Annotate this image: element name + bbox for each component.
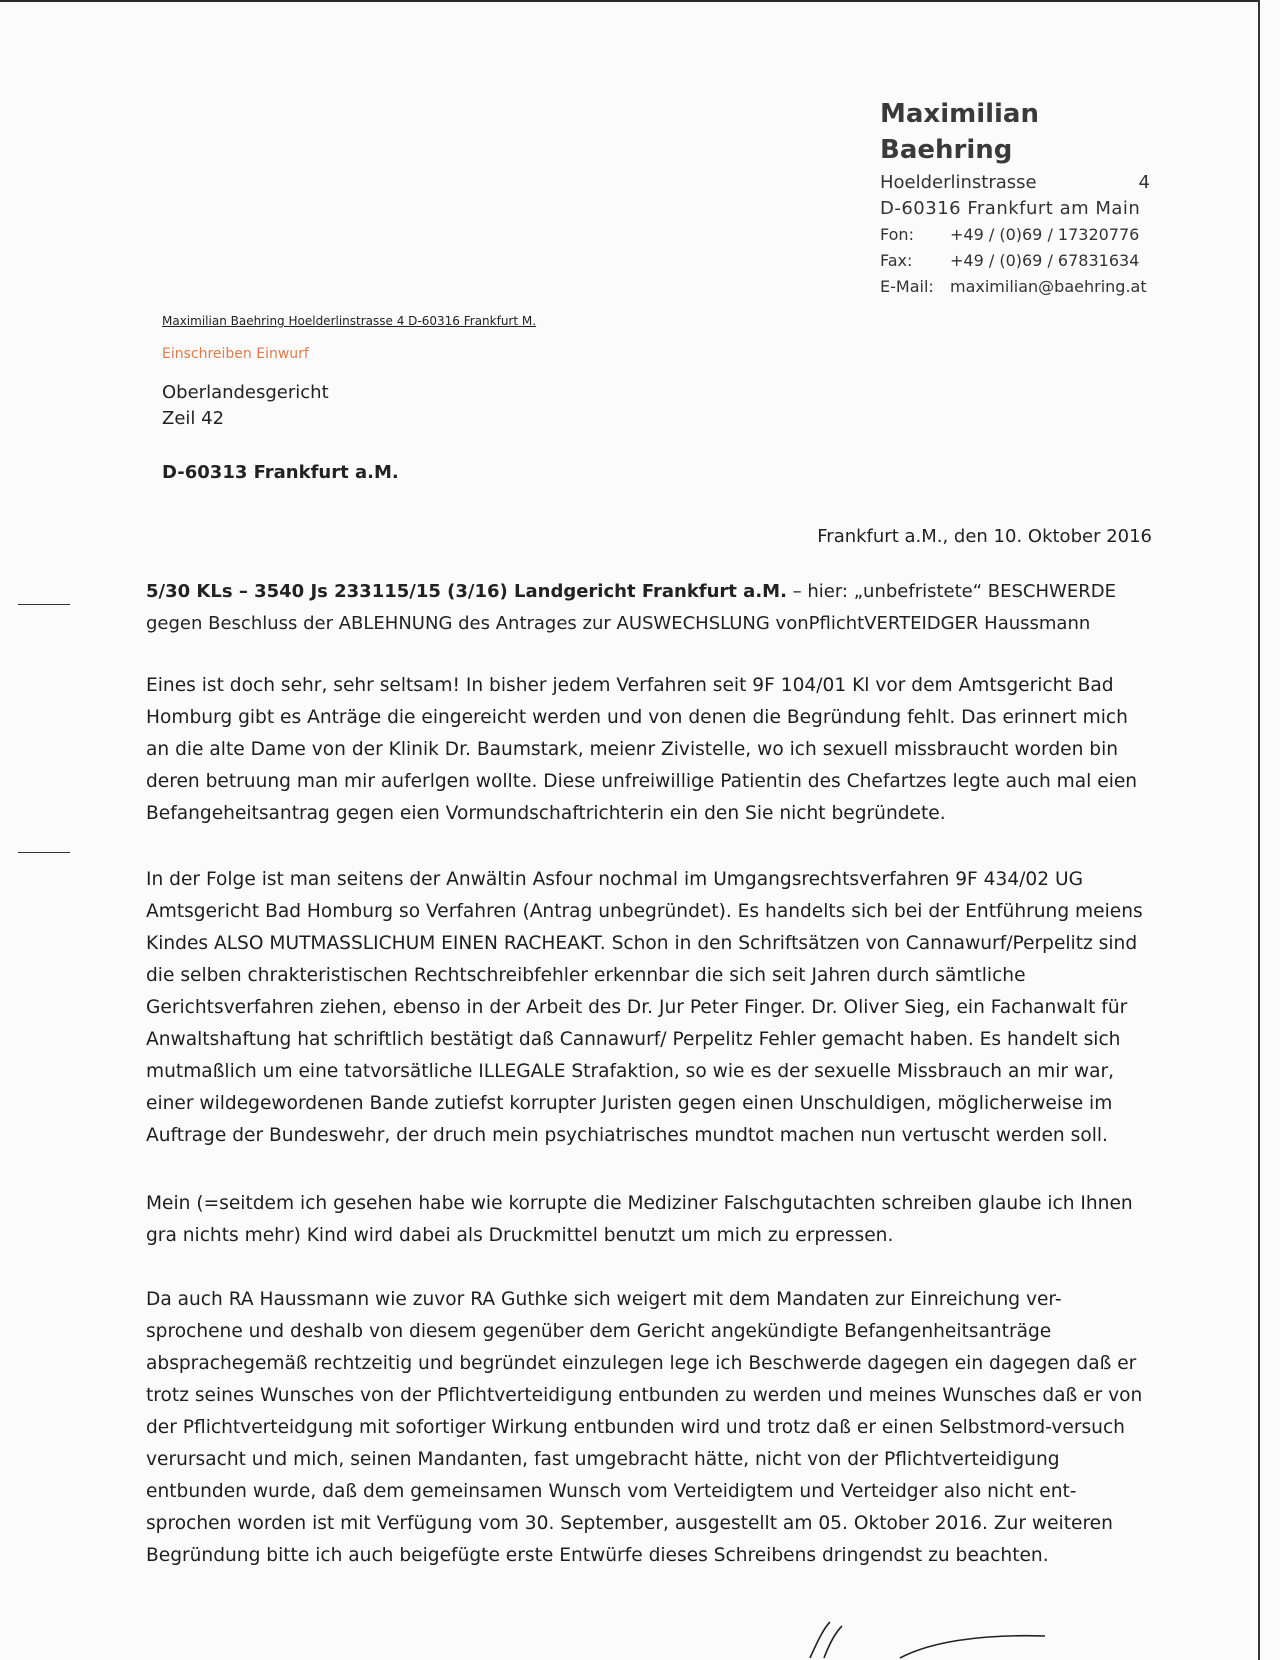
subject-line-2: gegen Beschluss der ABLEHNUNG des Antrages zur AUSWECHSLUNG vonPflichtVERTEIDGER Haussmann: [146, 613, 1091, 634]
recipient-name: Oberlandesgericht: [162, 382, 329, 403]
email-address: maximilian@baehring.at: [950, 277, 1147, 296]
sender-return-address: Maximilian Baehring Hoelderlinstrasse 4 D-60316 Frankfurt M.: [162, 314, 537, 328]
fold-mark-upper: [18, 604, 70, 605]
recipient-street: Zeil 42: [162, 408, 225, 429]
recipient-address: [162, 380, 329, 432]
letterhead-city: D-60316 Frankfurt am Main: [880, 198, 1141, 219]
signature-stroke: [790, 1620, 1050, 1660]
letterhead: [880, 96, 1150, 300]
letterhead-name: Maximilian Baehring: [880, 99, 1039, 165]
fax-label: Fax:: [880, 251, 913, 270]
subject-line: [146, 576, 1146, 640]
scan-top-edge: [0, 0, 1260, 2]
registered-mail-note: Einschreiben Einwurf: [162, 346, 309, 362]
subject-line-1: [146, 576, 1146, 608]
letterhead-street: Hoelderlinstrasse: [880, 172, 1037, 193]
letterhead-house-number: 4: [1138, 172, 1150, 193]
scan-right-edge: [1258, 0, 1260, 1660]
phone-label: Fon:: [880, 225, 914, 244]
letterhead-fax-row: [880, 248, 1150, 274]
letterhead-street-row: [880, 170, 1150, 196]
body-paragraph-2: In der Folge ist man seitens der Anwältin Asfour nochmal im Umgangsrechtsverfahren 9F 434/02 UG Amtsgericht Bad Homburg so Verfahren (Antrag unbegründet). Es handelts sich bei der Entführung meiens Kindes ALSO MUTMASSLICHUM EINEN RACHEAKT. Schon in den Schriftsätzen von Cannawurf/Perpelitz sind die selben chrakteristischen Rechtschreibfehler erkennbar die sich seit Jahren durch sämtliche Gerichtsverfahren ziehen, ebenso in der Arbeit des Dr. Jur Peter Finger. Dr. Oliver Sieg, ein Fachanwalt für Anwaltshaftung hat schriftlich bestätigt daß Cannawurf/ Perpelitz Fehler gemacht haben. Es handelt sich mutmaßlich um eine tatvorsätliche ILLEGALE Strafaktion, so wie es der sexuelle Missbrauch an mir war, einer wildegewordenen Bande zutiefst korrupter Juristen gegen einen Unschuldigen, möglicherweise im Auftrage der Bundeswehr, der druch mein psychiatrisches mundtot machen nun vertuscht werden soll.: [146, 869, 1143, 1146]
fold-mark-lower: [18, 852, 70, 853]
body-paragraph-4: Da auch RA Haussmann wie zuvor RA Guthke sich weigert mit dem Mandaten zur Einreichung ver-sprochene und deshalb von diesem gegenüber dem Gericht angekündigte Befangenheitsanträge absprachegemäß rechtzeitig und begründet einzulegen lege ich Beschwerde dagegen ein dagegen daß er trotz seines Wunsches von der Pflichtverteidigung entbunden zu werden und meines Wunsches daß er von der Pflichtverteidgung mit sofortiger Wirkung entbunden wird und trotz daß er einen Selbstmord-versuch verursacht und mich, seinen Mandanten, fast umgebracht hätte, nicht von der Pflichtverteidigung entbunden wurde, daß dem gemeinsamen Wunsch vom Verteidigtem und Verteidger also nicht ent-sprochen worden ist mit Verfügung vom 30. September, ausgestellt am 05. Oktober 2016. Zur weiteren Begründung bitte ich auch beigefügte erste Entwürfe dieses Schreibens dringendst zu beachten.: [146, 1289, 1143, 1566]
body-paragraph-3: Mein (=seitdem ich gesehen habe wie korrupte die Mediziner Falschgutachten schreiben glaube ich Ihnen gra nichts mehr) Kind wird dabei als Druckmittel benutzt um mich zu erpressen.: [146, 1193, 1133, 1246]
letterhead-phone-row: [880, 222, 1150, 248]
case-reference: 5/30 KLs – 3540 Js 233115/15 (3/16) Landgericht Frankfurt a.M.: [146, 581, 787, 602]
letterhead-email-row: [880, 274, 1150, 300]
letter-date: Frankfurt a.M., den 10. Oktober 2016: [817, 526, 1152, 547]
body-paragraph-1: Eines ist doch sehr, sehr seltsam! In bisher jedem Verfahren seit 9F 104/01 Kl vor dem Amtsgericht Bad Homburg gibt es Anträge die eingereicht werden und von denen die Begründung fehlt. Das erinnert mich an die alte Dame von der Klinik Dr. Baumstark, meienr Zivistelle, wo ich sexuell missbraucht worden bin deren betruung man mir auferlgen wollte. Diese unfreiwillige Patientin des Chefartzes legte auch mal eien Befangeheitsantrag gegen eien Vormundschaftrichterin ein den Sie nicht begründete.: [146, 675, 1138, 824]
phone-number: +49 / (0)69 / 17320776: [950, 225, 1140, 244]
recipient-city: D-60313 Frankfurt a.M.: [162, 462, 399, 483]
fax-number: +49 / (0)69 / 67831634: [950, 251, 1140, 270]
subject-line-1-rest: – hier: „unbefristete“ BESCHWERDE: [786, 581, 1116, 602]
email-label: E-Mail:: [880, 277, 934, 296]
